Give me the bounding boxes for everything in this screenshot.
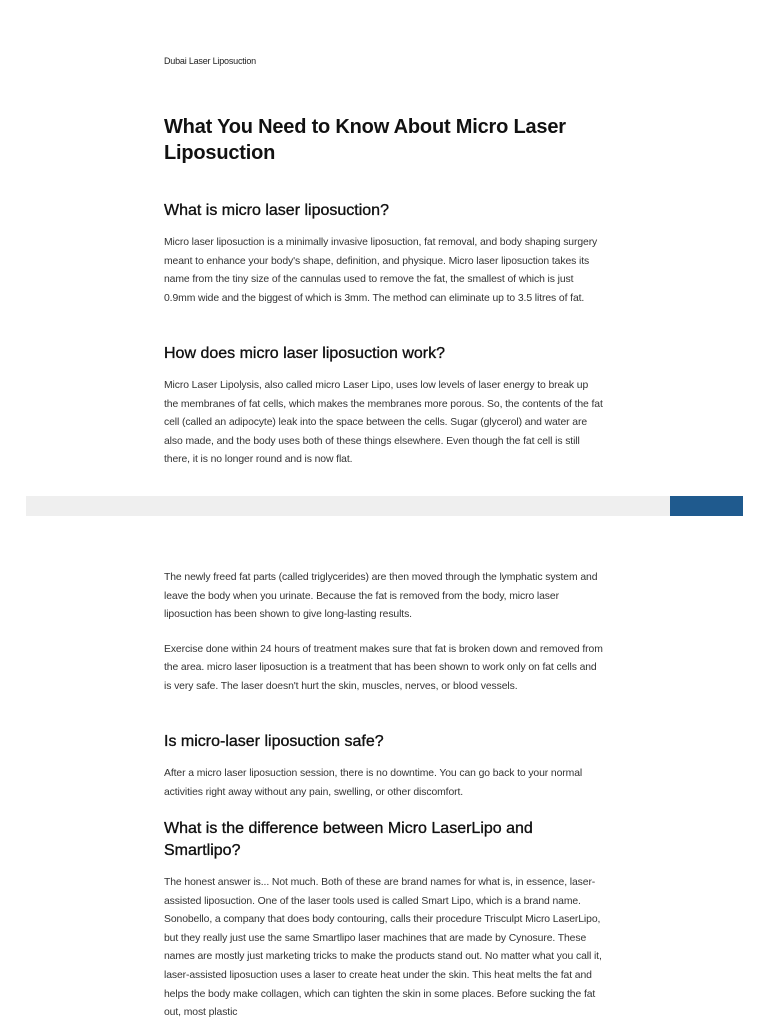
paragraph: After a micro laser liposuction session, there is no downtime. You can go back to your normal activities right away without any pain, swelling, or other discomfort. [164, 768, 583, 798]
divider-accent [670, 496, 743, 516]
section-what-is [164, 200, 604, 308]
article-title-block [164, 114, 604, 166]
paragraph: The newly freed fat parts (called triglycerides) are then moved through the lymphatic system and leave the body when you urinate. Because the fat is removed from the body, micro laser liposuction has been shown to give long-lasting results. [164, 572, 598, 621]
paragraph: Micro laser liposuction is a minimally invasive liposuction, fat removal, and body shaping surgery meant to enhance your body's shape, definition, and physique. Micro laser liposuction takes its name from the tiny size of the cannulas used to remove the fat, the smallest of which is just 0.9mm wide and the biggest of which is 3mm. The method can eliminate up to 3.5 litres of fat. [164, 237, 598, 304]
paragraph: Micro Laser Lipolysis, also called micro Laser Lipo, uses low levels of laser energy to break up the membranes of fat cells, which makes the membranes more porous. So, the contents of the fat cell (called an adipocyte) leak into the space between the cells. Sugar (glycerol) and water are also made, and the body uses both of these things elsewhere. Even though the fat cell is still there, it is no longer round and is now flat. [164, 380, 603, 466]
section-how-works-continued [164, 569, 604, 697]
section-heading: What is the difference between Micro LaserLipo and Smartlipo? [164, 820, 533, 859]
section-difference [164, 818, 604, 1023]
breadcrumb[interactable]: Dubai Laser Liposuction [164, 56, 256, 66]
page-divider [26, 496, 743, 516]
section-how-works [164, 343, 604, 470]
section-safety [164, 731, 604, 802]
section-heading: Is micro-laser liposuction safe? [164, 733, 384, 750]
page-title: What You Need to Know About Micro Laser Liposuction [164, 116, 566, 164]
section-heading: What is micro laser liposuction? [164, 202, 389, 219]
section-heading: How does micro laser liposuction work? [164, 345, 445, 362]
paragraph: The honest answer is... Not much. Both of these are brand names for what is, in essence, laser-assisted liposuction. One of the laser tools used is called Smart Lipo, which is a brand name. Sonobello, a company that does body contouring, calls their procedure Trisculpt Micro LaserLipo, but they really just use the same Smartlipo laser machines that are made by Cynosure. These names are mostly just marketing tricks to make the products stand out. No matter what you call it, laser-assisted liposuction uses a laser to create heat under the skin. This heat melts the fat and helps the body make collagen, which can tighten the skin in some places. Before sucking the fat out, most plastic [164, 877, 602, 1019]
paragraph: Exercise done within 24 hours of treatment makes sure that fat is broken down and removed from the area. micro laser liposuction is a treatment that has been shown to work only on fat cells and is very safe. The laser doesn't hurt the skin, muscles, nerves, or blood vessels. [164, 643, 603, 692]
